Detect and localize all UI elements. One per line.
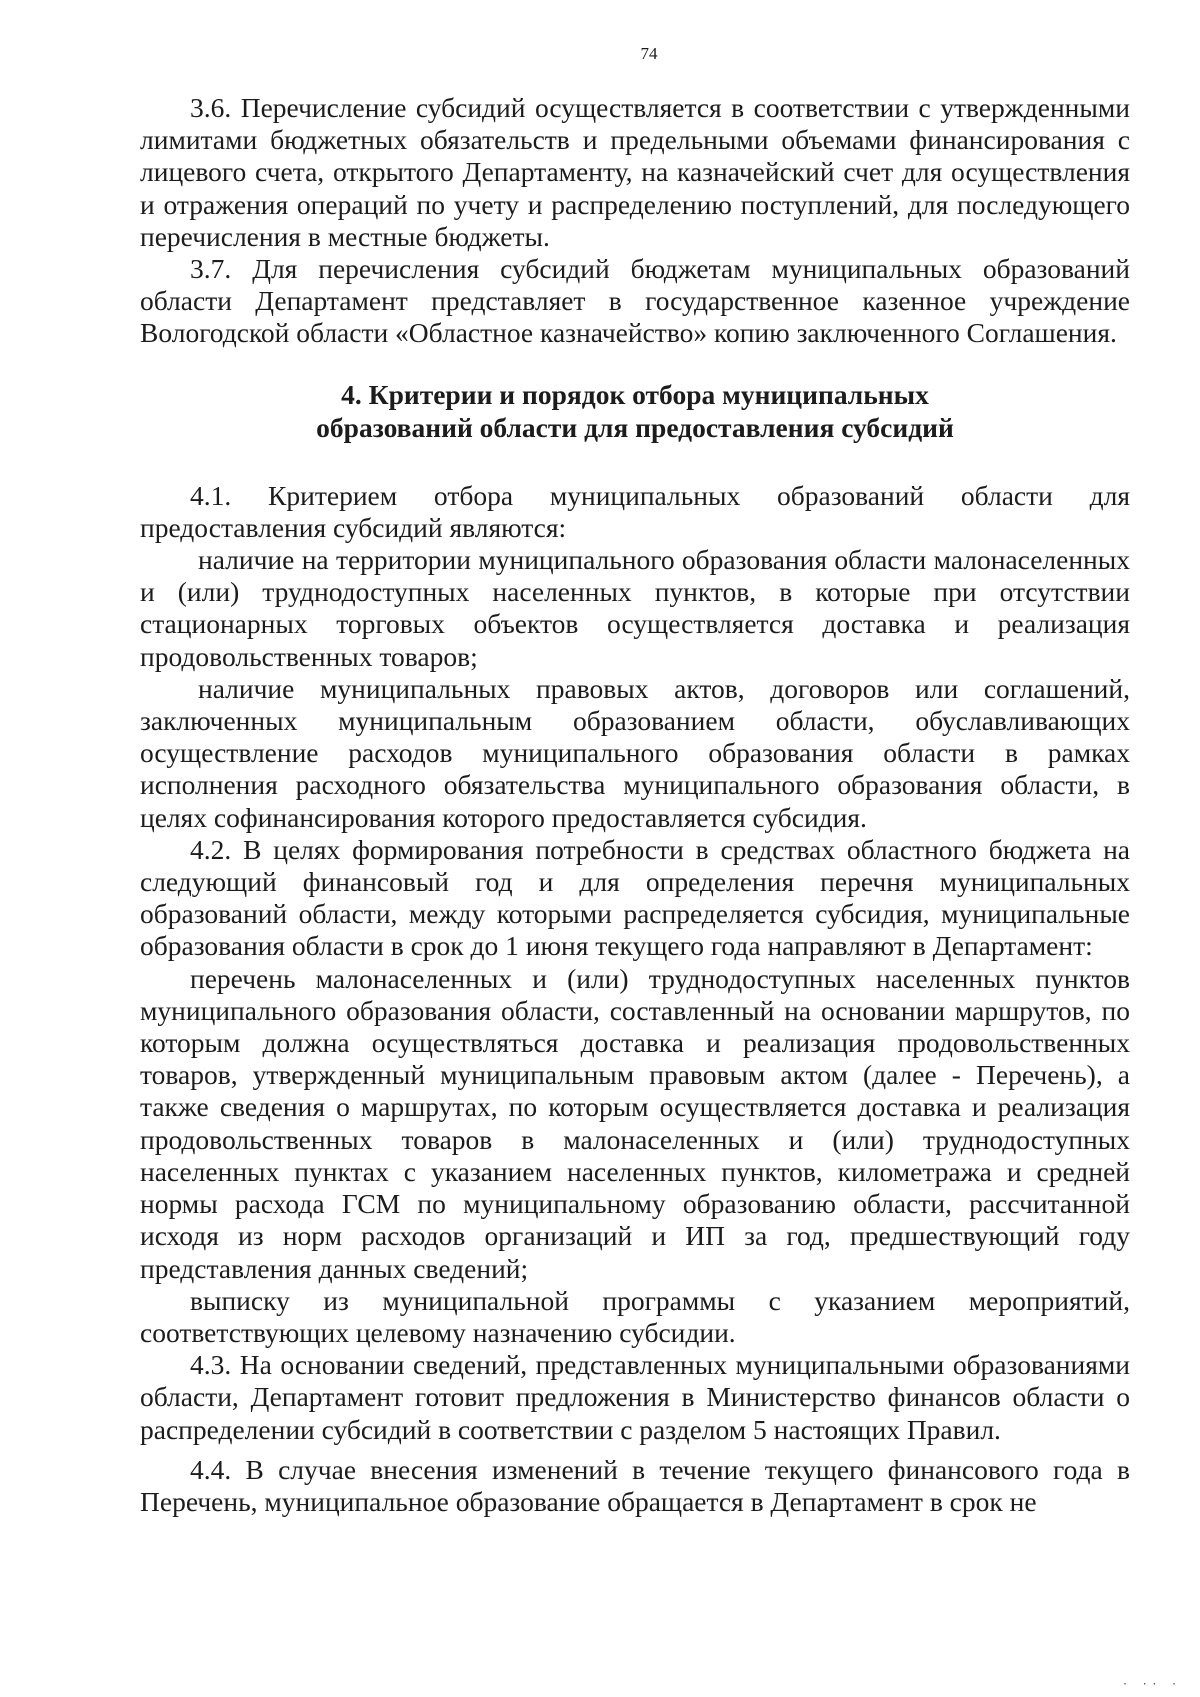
page-number: 74 [640,44,658,63]
section-4-heading [140,378,1130,444]
document-page [140,44,1130,1518]
paragraph-4-2-item-1: перечень малонаселенных и (или) труднодоступных населенных пунктов муниципального образования области, составленный на основании маршрутов, по которым должна осуществляться доставка и реализация продовольственных товаров, утвержденный муниципальным правовым актом (далее - Перечень), а также сведения о маршрутах, по которым осуществляется доставка и реализация продовольственных товаров в малонаселенных и (или) труднодоступных населенных пунктах с указанием населенных пунктов, километража и средней нормы расхода ГСМ по муниципальному образованию области, рассчитанной исходя из норм расходов организаций и ИП за год, предшествующий году представления данных сведений; [140,962,1130,1284]
paragraph-4-4: 4.4. В случае внесения изменений в течение текущего финансового года в Перечень, муниципальное образование обращается в Департамент в срок не [140,1453,1130,1517]
scan-artifact-marks: · ·· · [1123,1677,1182,1691]
paragraph-4-1-criterion-1: наличие на территории муниципального образования области малонаселенных и (или) труднодоступных населенных пунктов, в которые при отсутствии стационарных торговых объектов осуществляется доставка и реализация продовольственных товаров; [140,544,1130,672]
paragraph-4-1: 4.1. Критерием отбора муниципальных образований области для предоставления субсидий являются: [140,479,1130,543]
paragraph-4-1-criterion-2: наличие муниципальных правовых актов, договоров или соглашений, заключенных муниципальным образованием области, обуславливающих осуществление расходов муниципального образования области в рамках исполнения расходного обязательства муниципального образования области, в целях софинансирования которого предоставляется субсидия. [140,672,1130,833]
paragraph-4-3: 4.3. На основании сведений, представленных муниципальными образованиями области, Департамент готовит предложения в Министерство финансов области о распределении субсидий в соответствии с разделом 5 настоящих Правил. [140,1349,1130,1445]
paragraph-4-2-item-2: выписку из муниципальной программы с указанием мероприятий, соответствующих целевому назначению субсидии. [140,1284,1130,1348]
paragraph-3-6: 3.6. Перечисление субсидий осуществляется в соответствии с утвержденными лимитами бюджетных обязательств и предельными объемами финансирования с лицевого счета, открытого Департаменту, на казначейский счет для осуществления и отражения операций по учету и распределению поступлений, для последующего перечисления в местные бюджеты. [140,92,1130,252]
section-4-heading-line-1: 4. Критерии и порядок отбора муниципальных [341,378,929,410]
paragraph-spacer [140,1446,1130,1454]
paragraph-3-7: 3.7. Для перечисления субсидий бюджетам муниципальных образований области Департамент представляет в государственное казенное учреждение Вологодской области «Областное казначейство» копию заключенного Соглашения. [140,253,1130,349]
paragraph-4-2: 4.2. В целях формирования потребности в средствах областного бюджета на следующий финансовый год и для определения перечня муниципальных образований области, между которыми распределяется субсидия, муниципальные образования области в срок до 1 июня текущего года направляют в Департамент: [140,833,1130,962]
section-4-heading-line-2: образований области для предоставления субсидий [316,411,954,443]
